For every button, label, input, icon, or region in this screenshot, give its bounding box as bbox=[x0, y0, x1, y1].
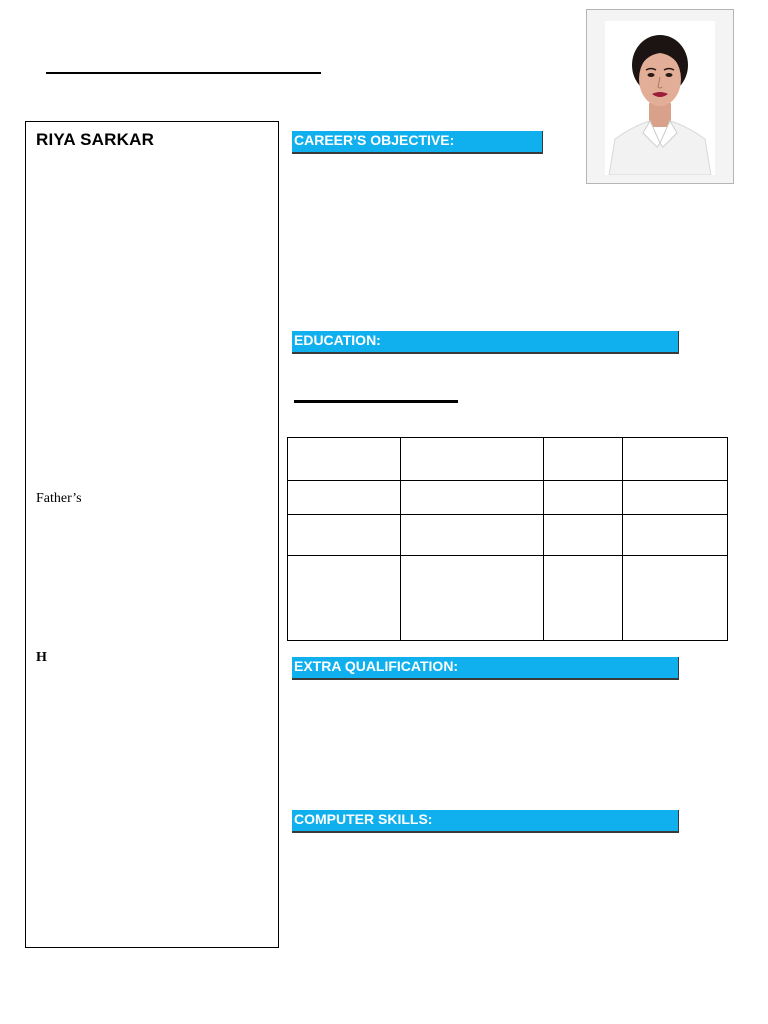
fathers-name-label: Father’s bbox=[36, 491, 82, 506]
table-cell bbox=[400, 515, 544, 556]
table-cell bbox=[623, 481, 728, 515]
table-cell bbox=[400, 481, 544, 515]
table-cell bbox=[623, 515, 728, 556]
education-table bbox=[287, 437, 728, 641]
personal-info-panel bbox=[25, 121, 279, 948]
table-cell bbox=[288, 556, 401, 641]
top-rule bbox=[46, 72, 321, 74]
table-cell bbox=[544, 556, 623, 641]
table-cell bbox=[400, 438, 544, 481]
computer-skills-heading: COMPUTER SKILLS: bbox=[292, 810, 679, 833]
table-cell bbox=[288, 515, 401, 556]
candidate-name: RIYA SARKAR bbox=[36, 130, 155, 149]
table-row bbox=[288, 481, 728, 515]
extra-qualification-heading: EXTRA QUALIFICATION: bbox=[292, 657, 679, 680]
table-cell bbox=[288, 438, 401, 481]
profile-photo-portrait bbox=[605, 21, 715, 175]
education-underline bbox=[294, 400, 458, 403]
table-cell bbox=[288, 481, 401, 515]
table-cell bbox=[544, 515, 623, 556]
career-objective-heading: CAREER’S OBJECTIVE: bbox=[292, 131, 543, 154]
table-cell bbox=[544, 438, 623, 481]
h-label: H bbox=[36, 650, 47, 665]
table-row bbox=[288, 556, 728, 641]
table-cell bbox=[623, 438, 728, 481]
profile-photo bbox=[586, 9, 734, 184]
table-cell bbox=[544, 481, 623, 515]
education-heading: EDUCATION: bbox=[292, 331, 679, 354]
table-row bbox=[288, 438, 728, 481]
table-cell bbox=[400, 556, 544, 641]
table-row bbox=[288, 515, 728, 556]
table-cell bbox=[623, 556, 728, 641]
